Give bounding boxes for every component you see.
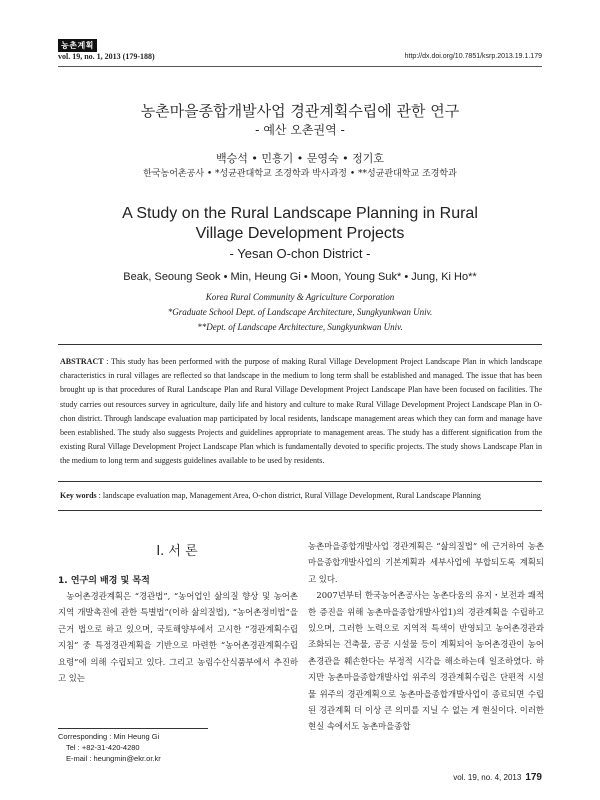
corresponding-tel: Tel : +82-31-420-4280 <box>66 743 140 752</box>
footnote-divider <box>58 728 208 729</box>
keywords-label: Key words <box>60 491 97 500</box>
korean-title: 농촌마을종합개발사업 경관계획수립에 관한 연구 <box>140 102 460 120</box>
keywords-bottom-rule <box>58 510 542 511</box>
english-affiliation-3: **Dept. of Landscape Architecture, Sungkyunkwan Univ. <box>197 322 403 332</box>
english-authors: Beak, Seoung Seok • Min, Heung Gi • Moon, Young Suk* • Jung, Ki Ho** <box>123 271 477 283</box>
page-footer <box>453 772 542 783</box>
abstract-top-rule <box>58 344 542 345</box>
header-divider <box>58 66 542 67</box>
abstract-label: ABSTRACT <box>60 357 104 366</box>
keywords-text: : landscape evaluation map, Management Area, O-chon district, Rural Village Development, Rural Landscape Planning <box>98 491 481 500</box>
right-column-text <box>308 538 544 735</box>
keywords <box>60 491 542 500</box>
subsection-heading: 1. 연구의 배경 및 목적 <box>58 576 150 586</box>
page-number: 179 <box>525 772 542 783</box>
corresponding-author <box>58 731 161 764</box>
korean-authors: 백승석 • 민흥기 • 문영숙 • 정기호 <box>216 152 384 165</box>
korean-affiliations: 한국농어촌공사 • *성균관대학교 조경학과 박사과정 • **성균관대학교 조경학과 <box>143 169 457 179</box>
left-paragraph: 농어촌경관계획은 “경관법”, “농어업인 삶의질 향상 및 농어촌지역 개발촉진에 관한 특별법”(이하 삶의질법), “농어촌정비법”을 근거 법으로 하고 있으며, 국토해양부에서 고시한 “경관계획수립지침” 중 특정경관계획을 기반으로 마련한 “농어촌경관계획수립 요령”에 의해 수립되고 있다. 그리고 농림수산식품부에서 추진하고 있는 <box>58 591 298 684</box>
journal-logo: 농촌계획 <box>58 39 97 52</box>
korean-subtitle: - 예산 오촌권역 - <box>255 123 345 137</box>
left-column-text <box>58 588 298 686</box>
right-paragraph-1: 농촌마을종합개발사업 경관계획은 “삶의질법” 에 근거하여 농촌마을종합개발사업의 기본계획과 세부사업에 부합되도록 계획되고 있다. <box>308 541 544 584</box>
right-paragraph-2: 2007년부터 한국농어촌공사는 농촌다움의 유지・보전과 쾌적한 증진을 위해 농촌마을종합개발사업1)의 경관계획을 수립하고 있으며, 그러한 노력으로 지역적 특색이 반영되고 농어촌경관과 조화되는 건축물, 공공 시설물 등이 계획되어 농어촌경관이 농어촌경관을 훼손한다는 부정적 시각을 해소하는데 일조하였다. 하지만 농촌마을종합개발사업 위주의 경관계획수립은 단편적 시설물 위주의 경관계획으로 농촌마을종합개발사업이 종료되면 수립된 경관계획 더 이상 큰 의미를 지닐 수 없는 게 현실이다. 이러한 현실 속에서도 농촌마을종합 <box>308 590 544 732</box>
english-affiliation-2: *Graduate School Dept. of Landscape Architecture, Sungkyunkwan Univ. <box>167 307 433 317</box>
section-heading: I. 서 론 <box>156 544 198 559</box>
abstract-bottom-rule <box>58 481 542 482</box>
corresponding-email[interactable]: E-mail : heungmin@ekr.or.kr <box>66 754 161 763</box>
volume-info: vol. 19, no. 1, 2013 (179-188) <box>58 52 155 61</box>
english-title-line1: A Study on the Rural Landscape Planning in Rural <box>122 205 478 222</box>
english-title-line2: Village Development Projects <box>195 225 405 242</box>
abstract <box>60 355 542 469</box>
doi-link[interactable]: http://dx.doi.org/10.7851/ksrp.2013.19.1.179 <box>404 53 542 60</box>
corresponding-name: Corresponding : Min Heung Gi <box>58 732 160 741</box>
footer-issue: vol. 19, no. 4, 2013 <box>453 773 522 782</box>
english-affiliation-1: Korea Rural Community & Agriculture Corporation <box>205 292 395 302</box>
english-subtitle: - Yesan O-chon District - <box>229 246 371 261</box>
abstract-text: : This study has been performed with the purpose of making Rural Village Development Project Landscape Plan in which landscape characteristics in rural villages are reflected so that landscape in the medium to long term shall be established and managed. The issue that has been brought up is that procedures of Rural Landscape Plan and Rural Village Development Project Landscape Plan have been focused on facilities. The study carries out resources survey in agriculture, daily life and history and culture to make Rural Village Development Project Landscape Plan in O-chon district. Through landscape evaluation map participated by local residents, landscape management areas which they can form and manage have been established. The study also suggests Projects and guidelines appropriate to management areas. The study has a different signification from the existing Rural Village Development Project Landscape Plan which is fundamentally devoted to specific projects. The study shows Landscape Plan in the medium to long term and suggests guidelines available to be used by residents. <box>60 357 542 466</box>
